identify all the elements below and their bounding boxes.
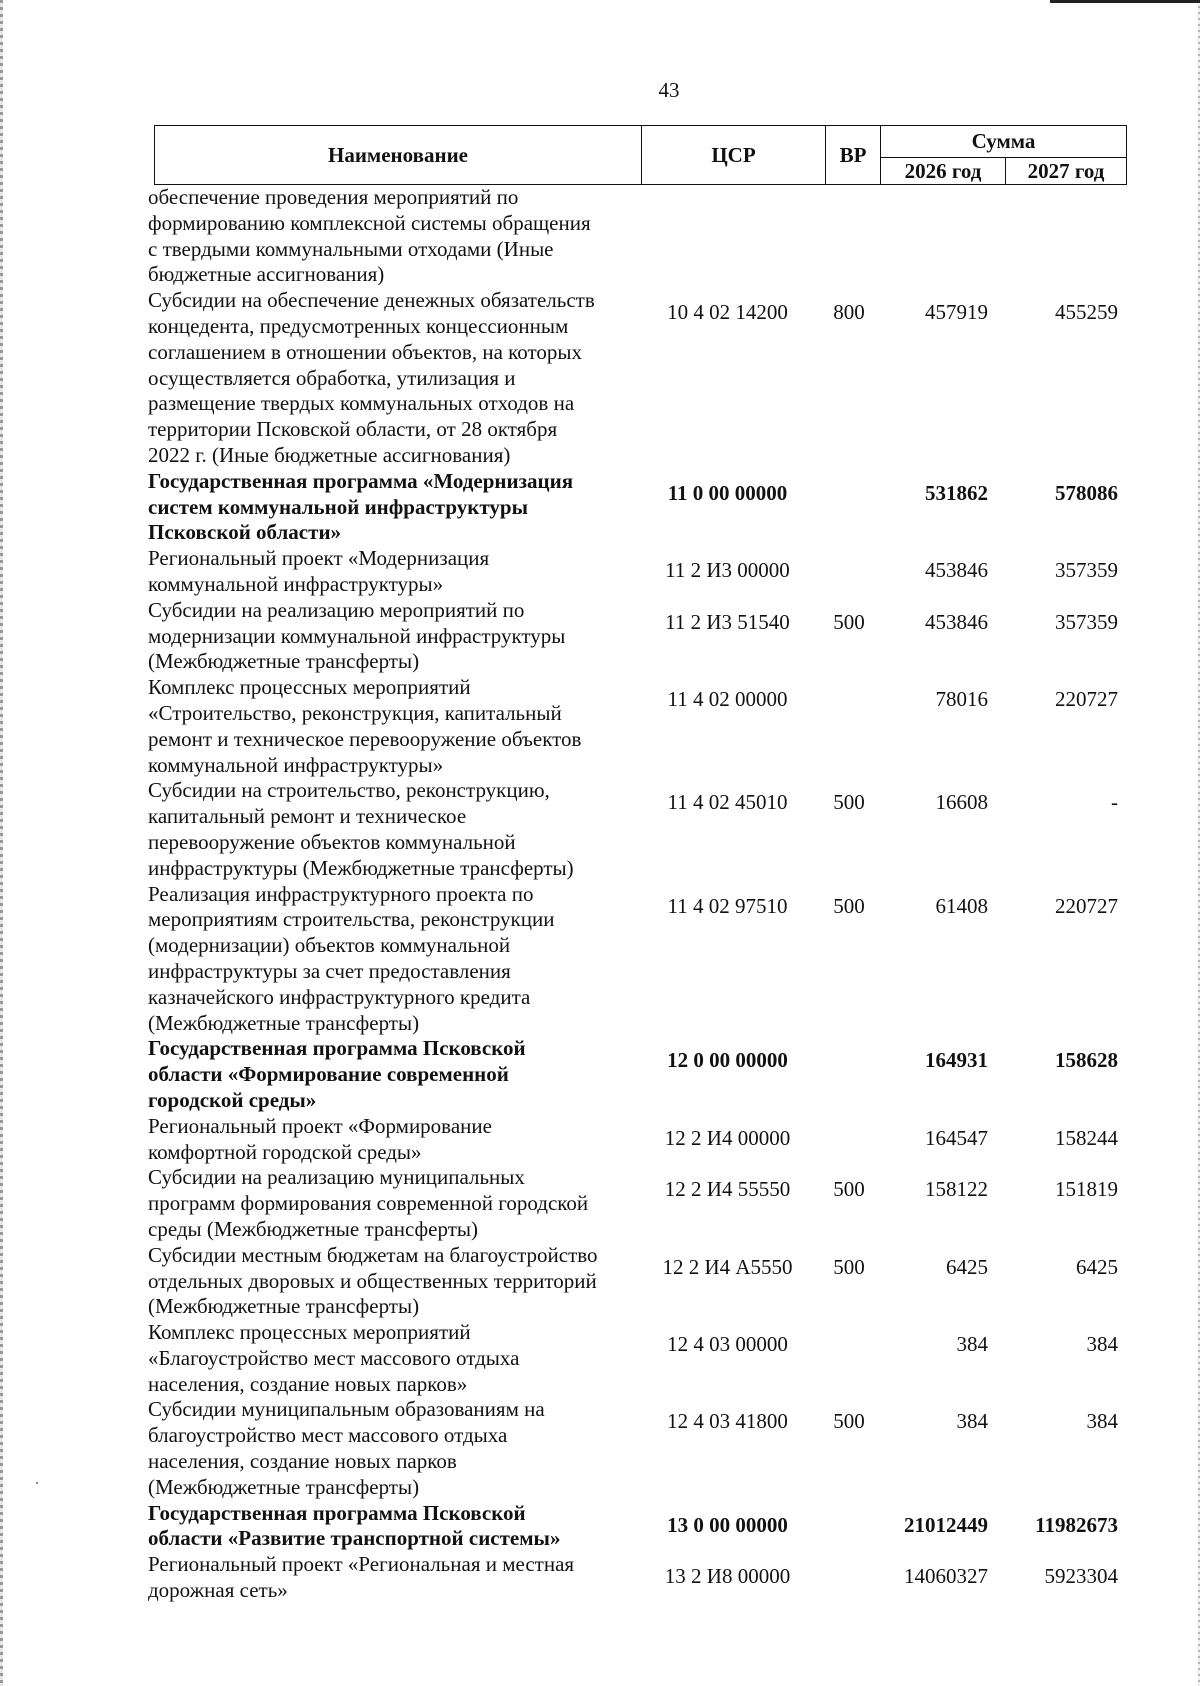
row-name-line: Псковской области» bbox=[148, 520, 342, 545]
table-row bbox=[0, 1036, 1200, 1113]
row-name bbox=[148, 598, 623, 675]
row-name-line: (Межбюджетные трансферты) bbox=[148, 649, 420, 674]
row-sum-2026: 61408 bbox=[935, 893, 988, 918]
row-csr: 11 4 02 97510 bbox=[667, 893, 788, 918]
row-name bbox=[148, 288, 623, 469]
row-name-line: Субсидии на обеспечение денежных обязательств bbox=[148, 288, 595, 313]
row-sum-2026: 384 bbox=[956, 1332, 988, 1357]
row-name-line: Государственная программа Псковской bbox=[148, 1036, 526, 1061]
row-name-line: коммунальной инфраструктуры» bbox=[148, 571, 444, 596]
row-sum-2027: 357359 bbox=[1055, 558, 1118, 583]
row-name bbox=[148, 1036, 623, 1113]
row-sum-2026: 164931 bbox=[925, 1048, 988, 1073]
row-name bbox=[148, 185, 623, 288]
page-number: 43 bbox=[658, 78, 680, 102]
table-row bbox=[0, 546, 1200, 598]
row-name bbox=[148, 1114, 623, 1166]
row-name-line: Региональный проект «Формирование bbox=[148, 1113, 492, 1138]
row-name bbox=[148, 778, 623, 881]
row-name-line: Региональный проект «Модернизация bbox=[148, 546, 490, 571]
row-sum-2027: 151819 bbox=[1055, 1177, 1118, 1202]
row-name-line: Региональный проект «Региональная и местная bbox=[148, 1552, 575, 1577]
row-csr: 12 4 03 00000 bbox=[667, 1332, 788, 1357]
row-name bbox=[148, 1552, 623, 1604]
row-name-line: «Строительство, реконструкция, капитальный bbox=[148, 700, 562, 725]
table-row bbox=[0, 598, 1200, 675]
row-name bbox=[148, 546, 623, 598]
row-name-line: формированию комплексной системы обращения bbox=[148, 210, 591, 235]
row-name-line: среды (Межбюджетные трансферты) bbox=[148, 1216, 478, 1241]
row-name-line: систем коммунальной инфраструктуры bbox=[148, 494, 528, 519]
row-sum-2026: 384 bbox=[956, 1409, 988, 1434]
row-name-line: бюджетные ассигнования) bbox=[148, 262, 385, 287]
row-sum-2027: 455259 bbox=[1055, 300, 1118, 325]
row-name bbox=[148, 882, 623, 1037]
table-row bbox=[0, 1320, 1200, 1397]
row-name-line: населения, создание новых парков bbox=[148, 1449, 457, 1474]
row-name-line: программ формирования современной городской bbox=[148, 1191, 589, 1216]
header-sum: Сумма bbox=[881, 126, 1127, 158]
row-sum-2027: - bbox=[1111, 790, 1118, 815]
row-csr: 11 4 02 45010 bbox=[667, 790, 788, 815]
row-name-line: области «Развитие транспортной системы» bbox=[148, 1526, 561, 1551]
row-csr: 12 2 И4 00000 bbox=[664, 1125, 791, 1150]
row-name-line: модернизации коммунальной инфраструктуры bbox=[148, 623, 566, 648]
table-row bbox=[0, 1165, 1200, 1242]
row-sum-2026: 531862 bbox=[925, 480, 988, 505]
row-sum-2027: 158628 bbox=[1055, 1048, 1118, 1073]
row-csr: 11 2 И3 51540 bbox=[665, 609, 790, 634]
row-sum-2027: 220727 bbox=[1055, 893, 1118, 918]
table-row bbox=[0, 185, 1200, 288]
row-name bbox=[148, 1243, 623, 1320]
row-vr: 500 bbox=[833, 1254, 865, 1279]
row-name-line: (Межбюджетные трансферты) bbox=[148, 1294, 420, 1319]
row-vr: 500 bbox=[833, 893, 865, 918]
row-sum-2026: 158122 bbox=[925, 1177, 988, 1202]
row-name-line: осуществляется обработка, утилизация и bbox=[148, 365, 516, 390]
row-vr: 500 bbox=[833, 1409, 865, 1434]
row-name-line: территории Псковской области, от 28 октября bbox=[148, 417, 558, 442]
row-name-line: 2022 г. (Иные бюджетные ассигнования) bbox=[148, 442, 511, 467]
row-name bbox=[148, 675, 623, 778]
row-name-line: коммунальной инфраструктуры» bbox=[148, 752, 444, 777]
header-year-2026: 2026 год bbox=[881, 158, 1006, 185]
row-name-line: (Межбюджетные трансферты) bbox=[148, 1474, 420, 1499]
row-name-line: соглашением в отношении объектов, на которых bbox=[148, 339, 583, 364]
row-sum-2027: 578086 bbox=[1055, 480, 1118, 505]
row-vr: 800 bbox=[833, 300, 865, 325]
row-name-line: с твердыми коммунальными отходами (Иные bbox=[148, 236, 554, 261]
table-row bbox=[0, 882, 1200, 1037]
header-csr: ЦСР bbox=[642, 126, 826, 185]
table-row bbox=[0, 288, 1200, 469]
row-sum-2027: 384 bbox=[1086, 1332, 1118, 1357]
row-name-line: (модернизации) объектов коммунальной bbox=[148, 933, 511, 958]
row-sum-2026: 16608 bbox=[935, 790, 988, 815]
row-csr: 11 0 00 00000 bbox=[667, 480, 788, 505]
row-csr: 10 4 02 14200 bbox=[667, 300, 788, 325]
row-name-line: области «Формирование современной bbox=[148, 1062, 509, 1087]
row-name-line: Субсидии на строительство, реконструкцию, bbox=[148, 778, 550, 803]
row-name-line: ремонт и техническое перевооружение объектов bbox=[148, 726, 582, 751]
table-row bbox=[0, 1552, 1200, 1604]
row-sum-2026: 6425 bbox=[946, 1254, 988, 1279]
table-row bbox=[0, 675, 1200, 778]
table-row bbox=[0, 1501, 1200, 1553]
row-name-line: обеспечение проведения мероприятий по bbox=[148, 185, 519, 209]
scan-speck bbox=[36, 1482, 38, 1484]
row-sum-2026: 78016 bbox=[935, 687, 988, 712]
row-name bbox=[148, 1397, 623, 1500]
row-name-line: Комплекс процессных мероприятий bbox=[148, 675, 471, 700]
header-vr: ВР bbox=[826, 126, 881, 185]
row-name bbox=[148, 469, 623, 546]
row-name-line: городской среды» bbox=[148, 1087, 317, 1112]
row-name-line: Субсидии местным бюджетам на благоустройство bbox=[148, 1242, 598, 1267]
row-name-line: комфортной городской среды» bbox=[148, 1139, 422, 1164]
row-sum-2027: 220727 bbox=[1055, 687, 1118, 712]
header-year-2027: 2027 год bbox=[1006, 158, 1127, 185]
row-sum-2026: 21012449 bbox=[904, 1512, 988, 1537]
row-name-line: инфраструктуры (Межбюджетные трансферты) bbox=[148, 855, 574, 880]
row-csr: 13 2 И8 00000 bbox=[664, 1564, 791, 1589]
row-name-line: (Межбюджетные трансферты) bbox=[148, 1010, 420, 1035]
header-name: Наименование bbox=[155, 126, 642, 185]
row-sum-2027: 384 bbox=[1086, 1409, 1118, 1434]
table-body bbox=[0, 185, 1200, 1604]
row-name-line: мероприятиям строительства, реконструкции bbox=[148, 907, 555, 932]
row-csr: 12 0 00 00000 bbox=[667, 1048, 788, 1073]
row-name bbox=[148, 1501, 623, 1553]
row-vr: 500 bbox=[833, 609, 865, 634]
row-sum-2026: 457919 bbox=[925, 300, 988, 325]
row-csr: 12 4 03 41800 bbox=[667, 1409, 788, 1434]
row-name-line: перевооружение объектов коммунальной bbox=[148, 829, 516, 854]
scan-edge-top bbox=[1050, 0, 1200, 3]
row-csr: 11 4 02 00000 bbox=[667, 687, 788, 712]
row-name-line: благоустройство мест массового отдыха bbox=[148, 1423, 508, 1448]
row-name-line: капитальный ремонт и техническое bbox=[148, 804, 467, 829]
table-row bbox=[0, 469, 1200, 546]
row-name-line: размещение твердых коммунальных отходов на bbox=[148, 391, 575, 416]
row-sum-2026: 14060327 bbox=[904, 1564, 988, 1589]
row-sum-2026: 453846 bbox=[925, 558, 988, 583]
row-name bbox=[148, 1320, 623, 1397]
row-csr: 12 2 И4 А5550 bbox=[662, 1254, 793, 1279]
row-sum-2027: 357359 bbox=[1055, 609, 1118, 634]
row-name-line: отдельных дворовых и общественных территорий bbox=[148, 1268, 597, 1293]
row-sum-2027: 158244 bbox=[1055, 1125, 1118, 1150]
row-name-line: казначейского инфраструктурного кредита bbox=[148, 984, 531, 1009]
row-name-line: концедента, предусмотренных концессионным bbox=[148, 313, 569, 338]
table-row bbox=[0, 1114, 1200, 1166]
row-name-line: «Благоустройство мест массового отдыха bbox=[148, 1345, 520, 1370]
row-name-line: Государственная программа Псковской bbox=[148, 1500, 526, 1525]
row-csr: 11 2 И3 00000 bbox=[665, 558, 790, 583]
row-name-line: Комплекс процессных мероприятий bbox=[148, 1320, 471, 1345]
row-name-line: Субсидии муниципальным образованиям на bbox=[148, 1397, 545, 1422]
row-sum-2027: 6425 bbox=[1076, 1254, 1118, 1279]
table-header bbox=[154, 125, 1127, 185]
row-sum-2027: 11982673 bbox=[1035, 1512, 1118, 1537]
row-sum-2026: 164547 bbox=[925, 1125, 988, 1150]
table-row bbox=[0, 778, 1200, 881]
row-sum-2027: 5923304 bbox=[1044, 1564, 1118, 1589]
row-name-line: Государственная программа «Модернизация bbox=[148, 468, 574, 493]
table-row bbox=[0, 1397, 1200, 1500]
row-name-line: инфраструктуры за счет предоставления bbox=[148, 958, 511, 983]
row-sum-2026: 453846 bbox=[925, 609, 988, 634]
row-name-line: населения, создание новых парков» bbox=[148, 1371, 468, 1396]
row-name-line: Субсидии на реализацию муниципальных bbox=[148, 1165, 525, 1190]
table-row bbox=[0, 1243, 1200, 1320]
row-name-line: дорожная сеть» bbox=[148, 1578, 288, 1603]
row-vr: 500 bbox=[833, 1177, 865, 1202]
row-csr: 12 2 И4 55550 bbox=[664, 1177, 791, 1202]
row-vr: 500 bbox=[833, 790, 865, 815]
row-name-line: Реализация инфраструктурного проекта по bbox=[148, 881, 534, 906]
row-name-line: Субсидии на реализацию мероприятий по bbox=[148, 597, 525, 622]
row-csr: 13 0 00 00000 bbox=[667, 1512, 788, 1537]
row-name bbox=[148, 1165, 623, 1242]
